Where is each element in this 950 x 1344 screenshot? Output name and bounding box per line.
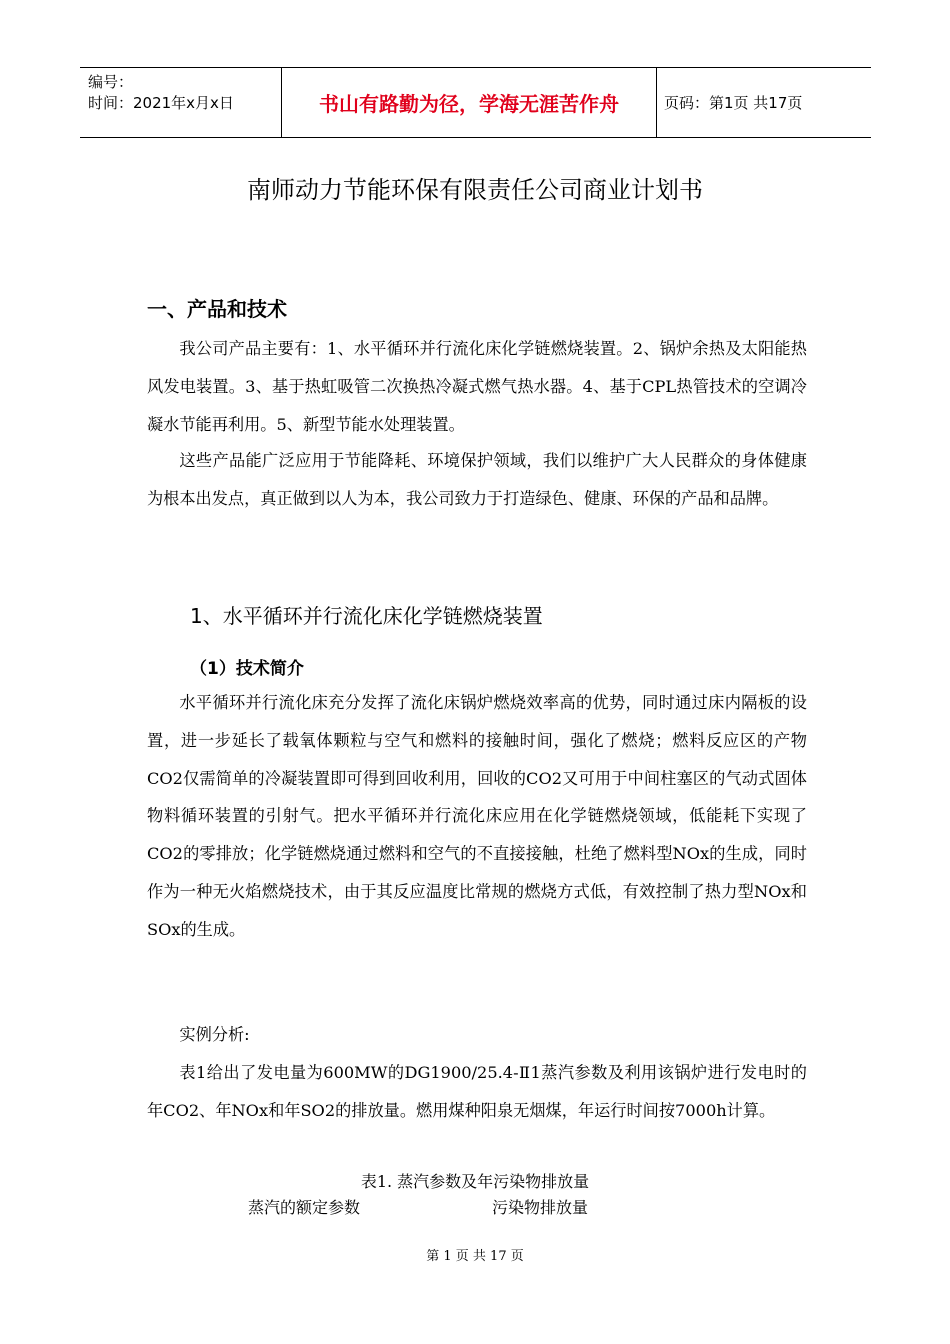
- time-label: 时间：2021年x月x日: [88, 94, 234, 112]
- paragraph-text: 我公司产品主要有：1、水平循环并行流化床化学链燃烧装置。2、锅炉余热及太阳能热风发电装置。3、基于热虹吸管二次换热冷凝式燃气热水器。4、基于CPL热管技术的空调冷凝水节能再利用。5、新型节能水处理装置。: [147, 339, 807, 434]
- table-caption: 表1. 蒸汽参数及年污染物排放量: [360, 1172, 590, 1191]
- number-label: 编号：: [88, 73, 134, 91]
- paragraph: [147, 1054, 807, 1130]
- table-column-header: 蒸汽的额定参数: [248, 1198, 361, 1217]
- page-info: 页码：第1页 共17页: [664, 94, 803, 112]
- example-label-block: [147, 1016, 807, 1054]
- paragraph-text: 表1给出了发电量为600MW的DG1900/25.4-Ⅱ1蒸汽参数及利用该锅炉进行发电时的年CO2、年NOx和年SO2的排放量。燃用煤种阳泉无烟煤，年运行时间按7000h计算。: [147, 1063, 807, 1120]
- example-label: 实例分析:: [179, 1025, 250, 1044]
- page-footer: 第 1 页 共 17 页: [426, 1249, 524, 1264]
- header-meta: [88, 72, 234, 114]
- table-column-header: 污染物排放量: [492, 1198, 589, 1217]
- header-divider: [656, 68, 657, 137]
- section-heading: 一、产品和技术: [147, 297, 287, 321]
- paragraph: [147, 684, 807, 949]
- header-motto: 书山有路勤为径，学海无涯苦作舟: [319, 92, 619, 116]
- paragraph-text: 水平循环并行流化床充分发挥了流化床锅炉燃烧效率高的优势，同时通过床内隔板的设置，进一步延长了载氧体颗粒与空气和燃料的接触时间，强化了燃烧；燃料反应区的产物CO2仅需简单的冷凝装置即可得到回收利用，回收的CO2又可用于中间柱塞区的气动式固体物料循环装置的引射气。把水平循环并行流化床应用在化学链燃烧领域，低能耗下实现了CO2的零排放；化学链燃烧通过燃料和空气的不直接接触，杜绝了燃料型NOx的生成，同时作为一种无火焰燃烧技术，由于其反应温度比常规的燃烧方式低，有效控制了热力型NOx和SOx的生成。: [147, 693, 807, 939]
- paragraph-text: 这些产品能广泛应用于节能降耗、环境保护领域，我们以维护广大人民群众的身体健康为根本出发点，真正做到以人为本，我公司致力于打造绿色、健康、环保的产品和品牌。: [147, 451, 807, 508]
- subsection-heading: 1、水平循环并行流化床化学链燃烧装置: [190, 604, 543, 628]
- sub-subsection-heading: （1）技术简介: [190, 659, 304, 679]
- document-title: 南师动力节能环保有限责任公司商业计划书: [247, 176, 703, 204]
- header-table: [80, 67, 871, 138]
- paragraph: [147, 330, 807, 443]
- paragraph: [147, 442, 807, 518]
